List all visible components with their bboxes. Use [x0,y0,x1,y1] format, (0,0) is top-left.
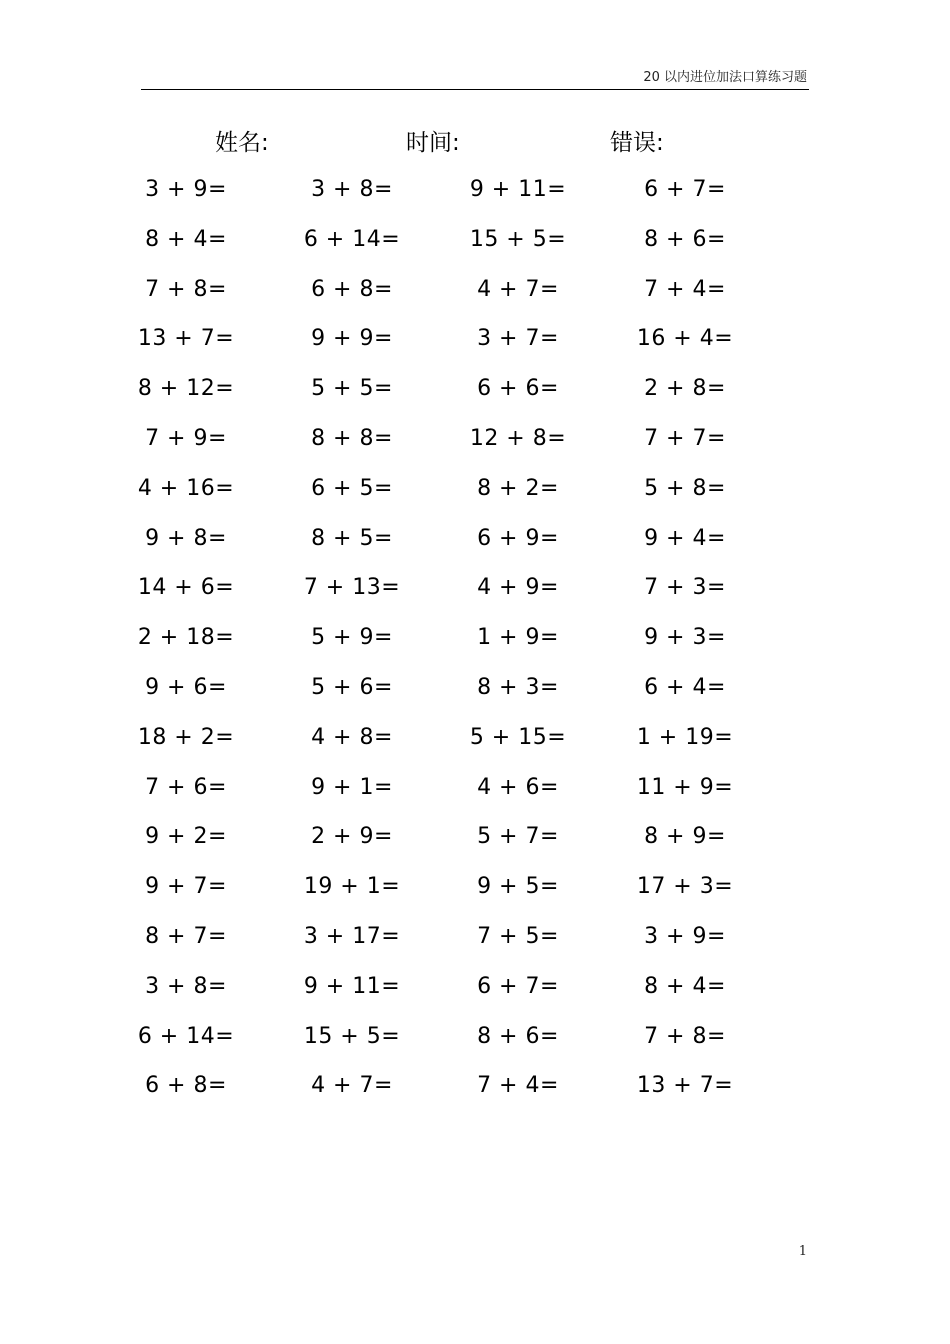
problem-item: 4 + 7= [311,1073,393,1099]
problem-item: 7 + 8= [145,276,227,302]
problem-item: 6 + 4= [644,675,726,700]
problem-item: 7 + 5= [477,924,559,949]
problem-item: 19 + 1= [303,874,401,900]
problem-item: 6 + 8= [311,276,393,302]
problem-item: 7 + 8= [644,1023,726,1049]
problem-item: 6 + 6= [477,376,559,402]
problem-item: 6 + 7= [477,973,559,999]
problem-item: 8 + 5= [311,525,393,551]
name-field-label: 姓名: [215,130,269,156]
problem-item: 8 + 6= [644,226,726,252]
problem-item: 6 + 7= [644,177,726,202]
problem-item: 16 + 4= [636,326,734,352]
problem-item: 6 + 9= [477,525,559,551]
problem-item: 7 + 9= [145,426,227,451]
problem-item: 13 + 7= [137,326,235,352]
problem-item: 6 + 14= [137,1023,235,1049]
problem-item: 15 + 5= [469,226,567,252]
problem-item: 4 + 6= [477,774,559,800]
problem-item: 8 + 4= [145,226,227,252]
problem-item: 5 + 15= [469,724,567,750]
problem-item: 8 + 2= [477,475,559,501]
header-title: 20 以内进位加法口算练习题 [643,70,807,85]
problem-item: 7 + 6= [145,774,227,800]
problem-item: 2 + 18= [137,625,235,651]
problem-item: 17 + 3= [636,874,734,900]
problem-item: 1 + 19= [636,724,734,750]
problem-item: 7 + 4= [644,276,726,302]
problem-item: 4 + 16= [137,475,235,501]
problem-item: 9 + 6= [145,675,227,700]
problem-item: 14 + 6= [137,575,235,601]
problem-item: 2 + 9= [311,824,393,850]
problem-item: 11 + 9= [636,774,734,800]
problem-item: 8 + 4= [644,973,726,999]
problem-item: 6 + 5= [311,475,393,501]
problem-item: 8 + 8= [311,426,393,451]
errors-field-label: 错误: [610,130,664,156]
problem-item: 9 + 1= [311,774,393,800]
problem-item: 5 + 8= [644,475,726,501]
problem-item: 13 + 7= [636,1073,734,1099]
problem-item: 8 + 7= [145,924,227,949]
problem-item: 3 + 8= [311,177,393,202]
problem-item: 5 + 7= [477,824,559,850]
problem-item: 1 + 9= [477,625,559,651]
problem-item: 7 + 4= [477,1073,559,1099]
problem-item: 6 + 8= [145,1073,227,1099]
problem-item: 3 + 8= [145,973,227,999]
header-divider [141,89,809,90]
problem-item: 9 + 8= [145,525,227,551]
problem-item: 9 + 3= [644,625,726,651]
problem-item: 2 + 8= [644,376,726,402]
problem-item: 5 + 9= [311,625,393,651]
problem-item: 4 + 7= [477,276,559,302]
problem-item: 9 + 4= [644,525,726,551]
problem-item: 9 + 11= [303,973,401,999]
problem-item: 6 + 14= [303,226,401,252]
problem-item: 8 + 3= [477,675,559,700]
problem-item: 15 + 5= [303,1023,401,1049]
problem-item: 3 + 9= [644,924,726,949]
problem-item: 9 + 11= [469,177,567,202]
problem-item: 5 + 5= [311,376,393,402]
time-field-label: 时间: [406,130,460,156]
problem-item: 3 + 9= [145,177,227,202]
problem-item: 8 + 9= [644,824,726,850]
problem-item: 3 + 17= [303,924,401,949]
problem-item: 9 + 5= [477,874,559,900]
problem-item: 9 + 9= [311,326,393,352]
problem-item: 4 + 8= [311,724,393,750]
problem-item: 18 + 2= [137,724,235,750]
page-number: 1 [798,1244,807,1259]
problem-item: 7 + 13= [303,575,401,601]
problem-item: 8 + 6= [477,1023,559,1049]
problem-item: 8 + 12= [137,376,235,402]
problem-item: 7 + 3= [644,575,726,601]
problem-item: 9 + 7= [145,874,227,900]
problem-item: 4 + 9= [477,575,559,601]
problem-item: 3 + 7= [477,326,559,352]
problem-item: 5 + 6= [311,675,393,700]
problem-item: 9 + 2= [145,824,227,850]
problem-item: 12 + 8= [469,426,567,451]
problem-item: 7 + 7= [644,426,726,451]
